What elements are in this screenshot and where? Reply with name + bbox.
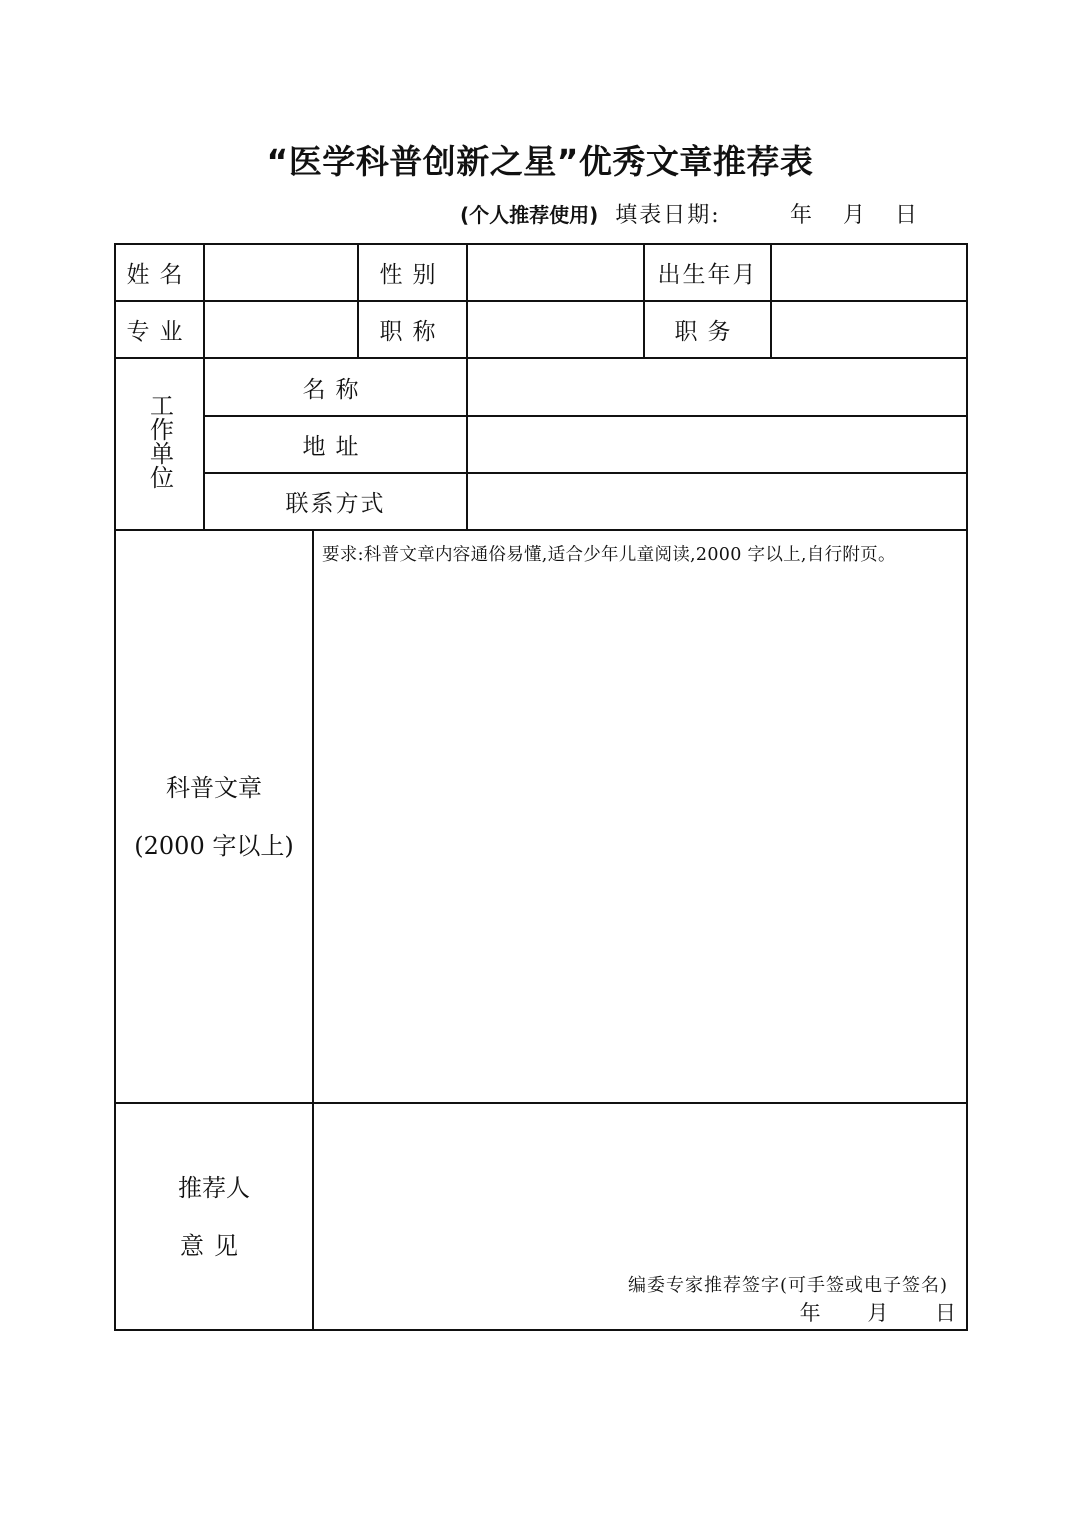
birth-label: 出生年月: [657, 262, 758, 288]
signature-date-day: 日: [935, 1301, 956, 1325]
work-unit-label: 工作单位: [145, 393, 174, 489]
article-length-note: (2000 字以上): [134, 831, 294, 860]
gender-label-cell: [358, 244, 467, 301]
unit-contact-field[interactable]: [467, 473, 967, 530]
fill-date-line: [460, 198, 918, 229]
recommendation-form-table: [114, 243, 968, 1331]
title-label-cell: [358, 301, 467, 358]
name-label: 姓名: [126, 262, 193, 288]
position-label-cell: [644, 301, 771, 358]
gender-field[interactable]: [467, 244, 644, 301]
page-title: “医学科普创新之星”优秀文章推荐表: [266, 142, 814, 181]
professional-title-label: 职称: [379, 319, 446, 345]
article-label: 科普文章: [166, 773, 262, 802]
recommender-opinion-field[interactable]: [313, 1103, 967, 1330]
article-label-cell: [115, 530, 313, 1103]
opinion-label: 意见: [180, 1231, 248, 1260]
major-label-cell: [115, 301, 204, 358]
fill-date-day: 日: [895, 203, 918, 228]
major-label: 专业: [126, 319, 193, 345]
gender-label: 性别: [379, 262, 446, 288]
unit-name-field[interactable]: [467, 358, 967, 416]
unit-contact-label: 联系方式: [285, 491, 386, 517]
unit-address-field[interactable]: [467, 416, 967, 473]
major-field[interactable]: [204, 301, 358, 358]
work-unit-label-cell: [115, 358, 204, 530]
fill-date-label: 填表日期:: [615, 203, 721, 228]
signature-note: 编委专家推荐签字(可手签或电子签名): [627, 1275, 948, 1296]
position-field[interactable]: [771, 301, 967, 358]
recommender-label-cell: [115, 1103, 313, 1330]
signature-date-year: 年: [799, 1301, 821, 1325]
article-requirement-text: 要求:科普文章内容通俗易懂,适合少年儿童阅读,2000 字以上,自行附页。: [322, 545, 896, 565]
signature-date: [760, 1297, 956, 1327]
unit-name-label: 名称: [302, 376, 369, 403]
name-field[interactable]: [204, 244, 358, 301]
name-label-cell: [115, 244, 204, 301]
birth-field[interactable]: [771, 244, 967, 301]
professional-title-field[interactable]: [467, 301, 644, 358]
article-field[interactable]: [313, 530, 967, 1103]
fill-date-month: 月: [843, 203, 866, 228]
fill-date-year: 年: [790, 203, 813, 228]
birth-label-cell: [644, 244, 771, 301]
unit-contact-label-cell: [204, 473, 467, 530]
unit-name-label-cell: [204, 358, 467, 416]
recommender-label: 推荐人: [178, 1173, 250, 1202]
unit-address-label: 地址: [302, 434, 369, 460]
signature-date-month: 月: [867, 1301, 889, 1325]
unit-address-label-cell: [204, 416, 467, 473]
position-label: 职务: [674, 319, 741, 345]
personal-recommend-note: (个人推荐使用): [460, 203, 599, 227]
